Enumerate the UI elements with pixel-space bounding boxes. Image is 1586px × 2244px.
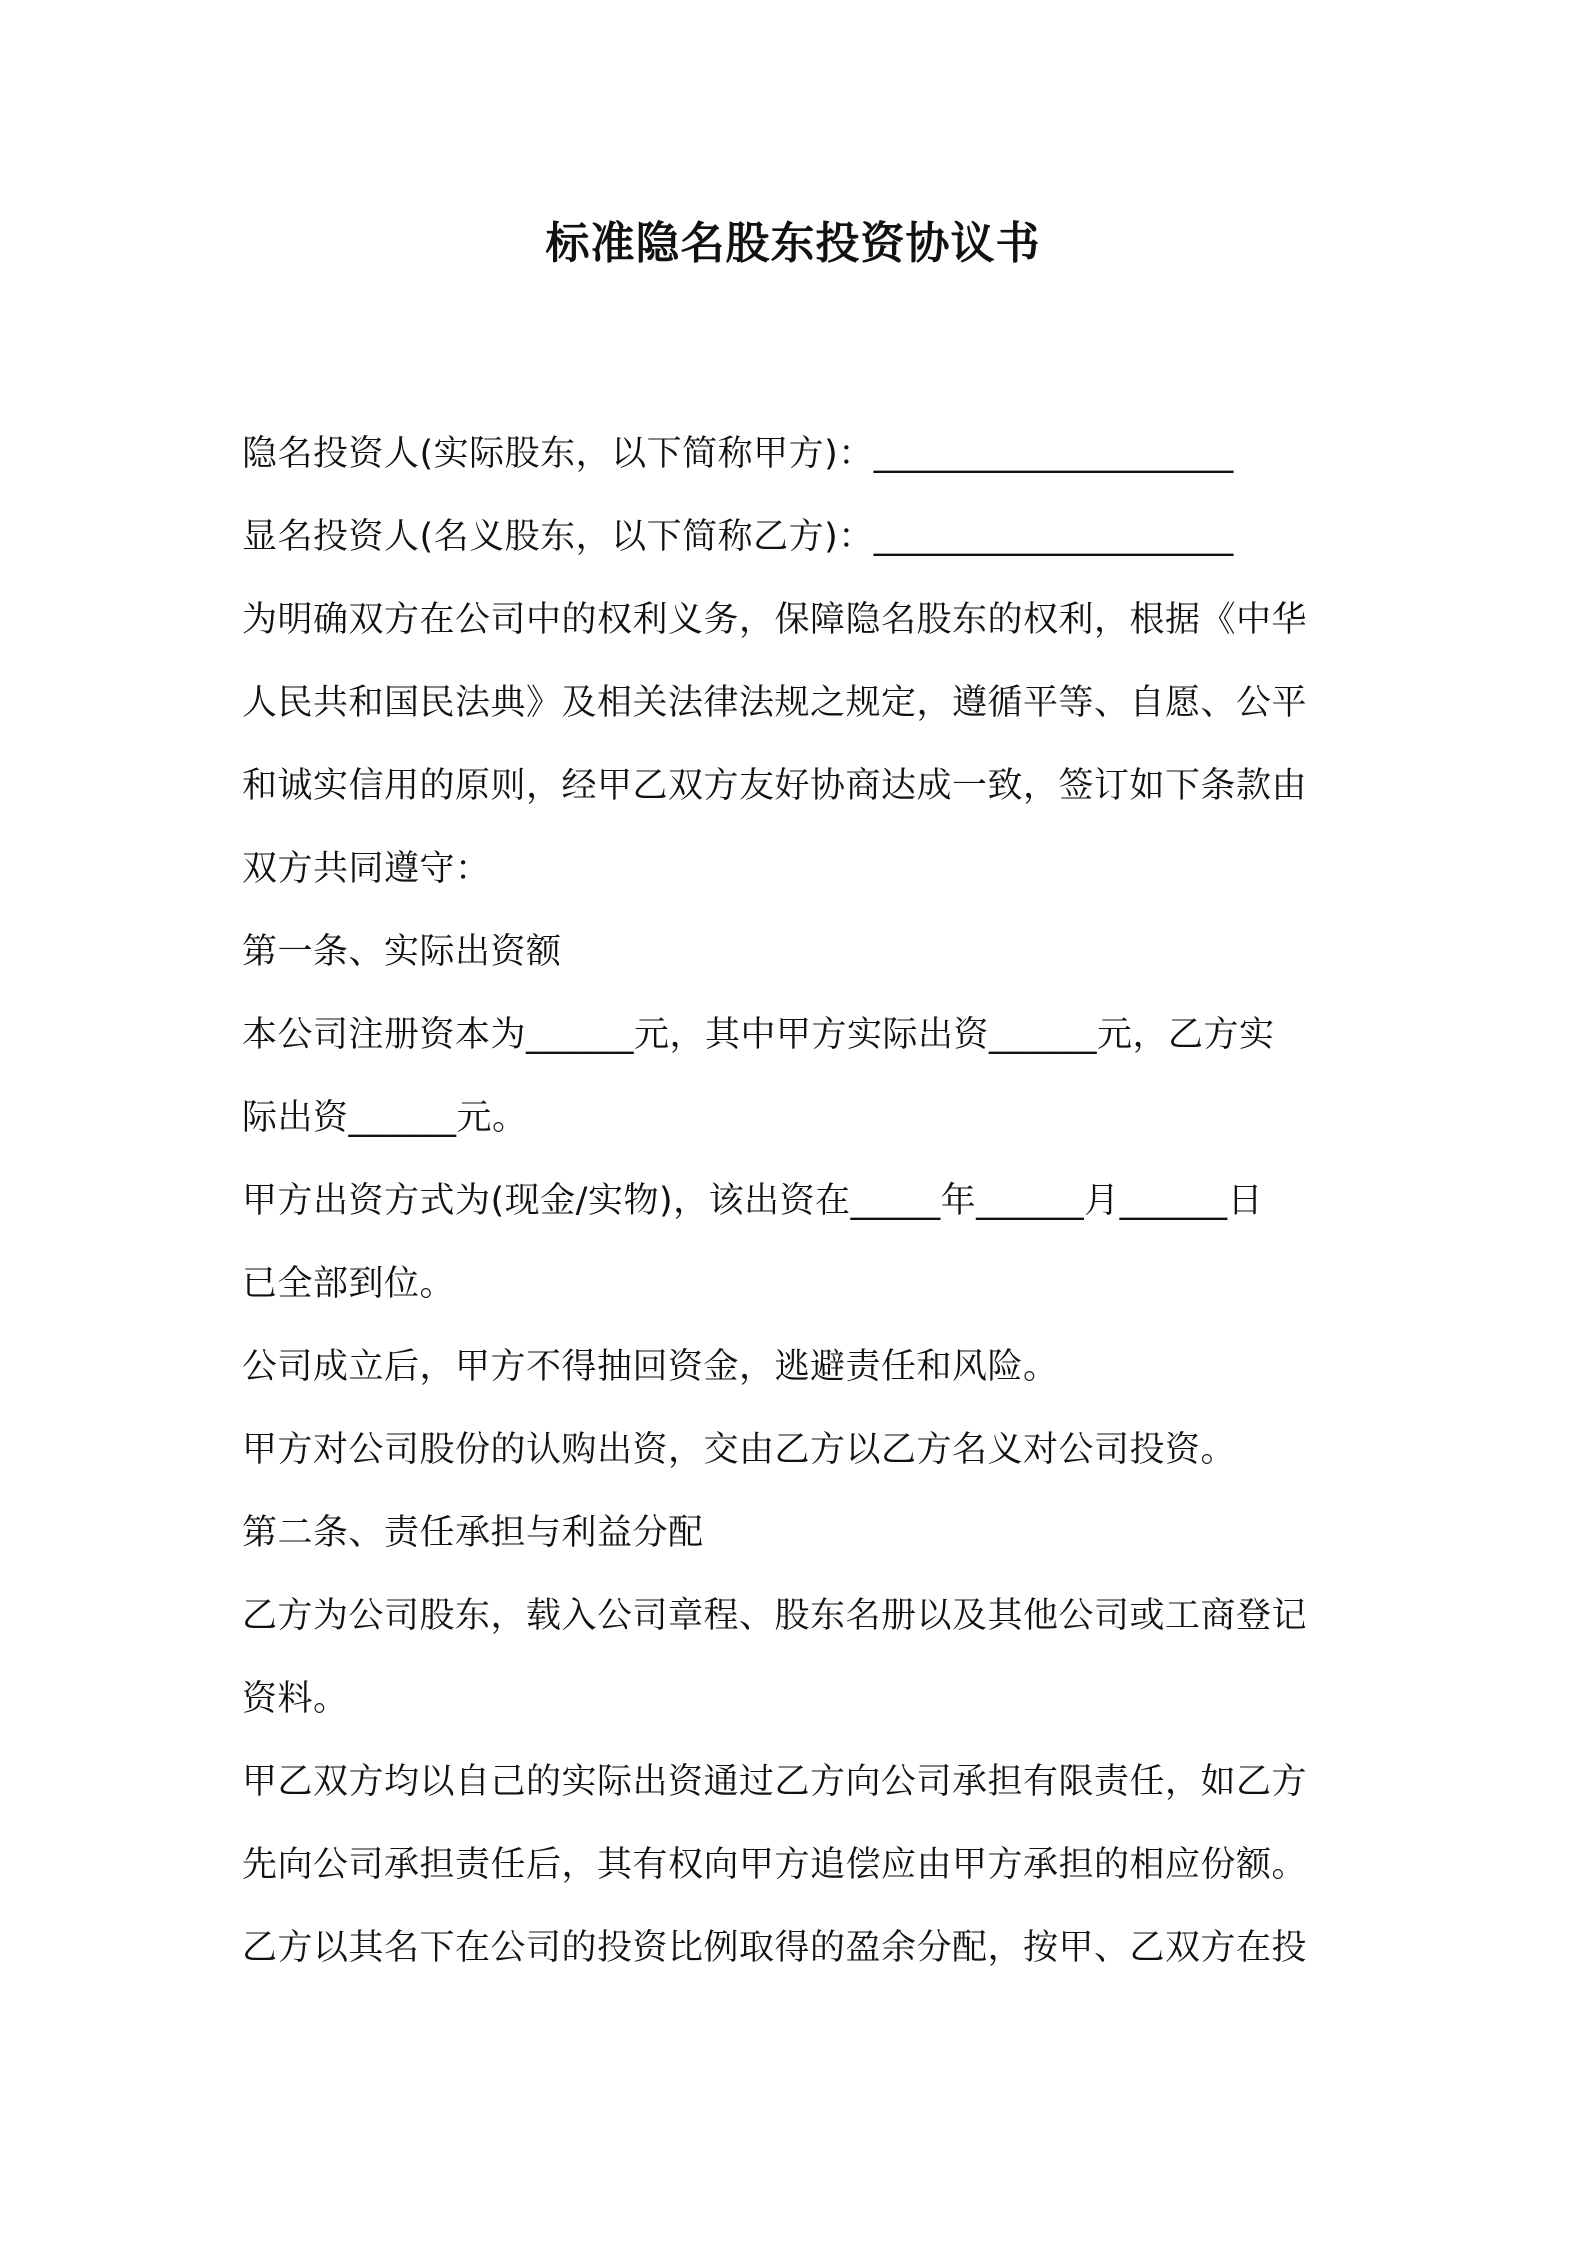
party-b-line: 显名投资人(名义股东，以下简称乙方)：____________________ — [242, 517, 1234, 557]
article-2-line: 先向公司承担责任后，其有权向甲方追偿应由甲方承担的相应份额。 — [242, 1845, 1308, 1885]
article-2-heading: 第二条、责任承担与利益分配 — [242, 1513, 704, 1553]
article-1-line: 际出资______元。 — [242, 1098, 528, 1138]
article-1-line: 本公司注册资本为______元，其中甲方实际出资______元，乙方实 — [242, 1015, 1275, 1055]
article-1-line: 已全部到位。 — [242, 1264, 456, 1304]
article-2-line: 资料。 — [242, 1679, 349, 1719]
article-2-line: 甲乙双方均以自己的实际出资通过乙方向公司承担有限责任，如乙方 — [242, 1762, 1308, 1802]
article-1-line: 公司成立后，甲方不得抽回资金，逃避责任和风险。 — [242, 1347, 1059, 1387]
article-2-line: 乙方以其名下在公司的投资比例取得的盈余分配，按甲、乙双方在投 — [242, 1928, 1308, 1968]
article-1-line: 甲方对公司股份的认购出资，交由乙方以乙方名义对公司投资。 — [242, 1430, 1237, 1470]
preamble-line: 双方共同遵守： — [242, 849, 491, 889]
preamble-line: 和诚实信用的原则，经甲乙双方友好协商达成一致，签订如下条款由 — [242, 766, 1308, 806]
preamble-line: 人民共和国民法典》及相关法律法规之规定，遵循平等、自愿、公平 — [242, 683, 1308, 723]
article-1-heading: 第一条、实际出资额 — [242, 932, 562, 972]
party-a-line: 隐名投资人(实际股东，以下简称甲方)：____________________ — [242, 434, 1234, 474]
preamble-line: 为明确双方在公司中的权利义务，保障隐名股东的权利，根据《中华 — [242, 600, 1308, 640]
document-title: 标准隐名股东投资协议书 — [545, 218, 1041, 269]
document-body — [242, 413, 1352, 1990]
article-1-line: 甲方出资方式为(现金/实物)，该出资在_____年______月______日 — [242, 1181, 1264, 1221]
article-2-line: 乙方为公司股东，载入公司章程、股东名册以及其他公司或工商登记 — [242, 1596, 1308, 1636]
